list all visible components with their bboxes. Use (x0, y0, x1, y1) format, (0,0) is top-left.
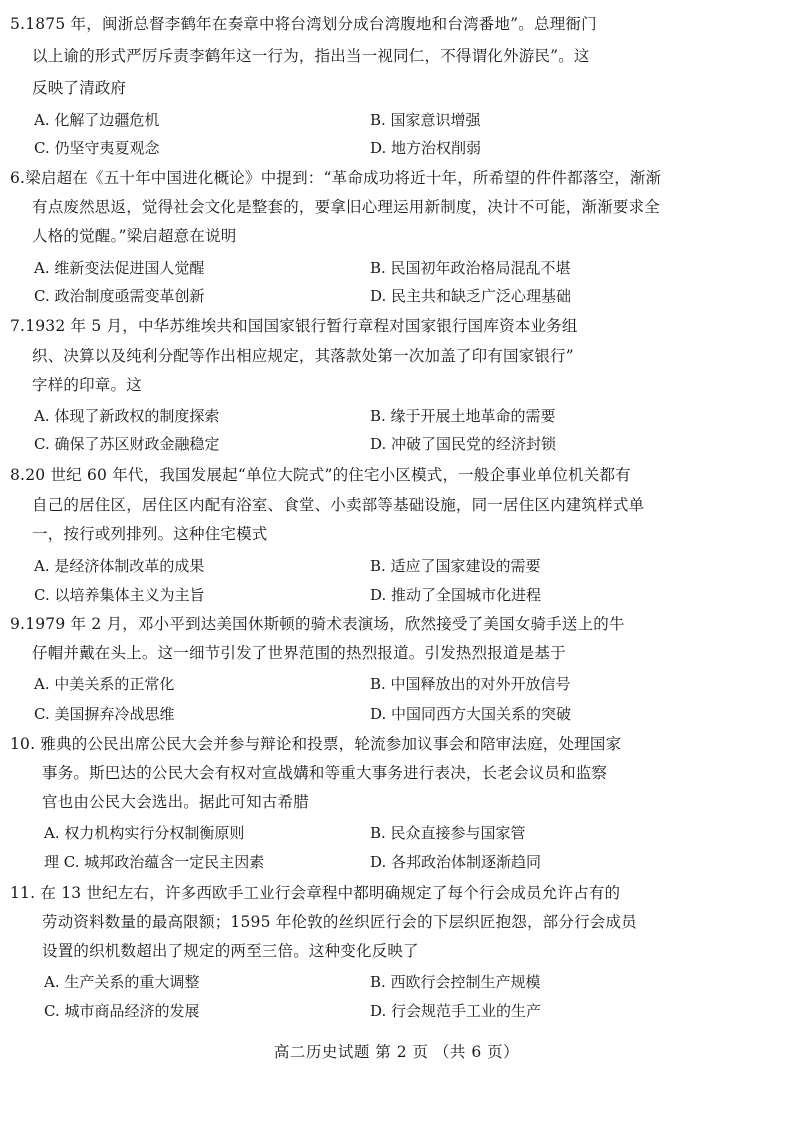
question-text-line: 劳动资料数量的最高限额；1595 年伦敦的丝织匠行会的下层织匠抱怨，部分行会成员 (42, 913, 637, 931)
question-text-line: 以上谕的形式严厉斥责李鹤年这一行为，指出当一视同仁，不得谓化外游民”。这 (32, 47, 590, 65)
question-text-line: 9.1979 年 2 月，邓小平到达美国休斯顿的骑术表演场，欣然接受了美国女骑手送上的牛 (10, 615, 625, 633)
option-a[interactable]: A. 是经济体制改革的成果 (34, 557, 205, 575)
option-b[interactable]: B. 民众直接参与国家管 (370, 824, 526, 842)
question-text-line: 织、决算以及纯利分配等作出相应规定，其落款处第一次加盖了印有国家银行” (32, 347, 574, 365)
question-text-line: 有点废然思返，觉得社会文化是整套的，要拿旧心理运用新制度，决计不可能，渐渐要求全 (32, 198, 661, 216)
question-text-line: 8.20 世纪 60 年代，我国发展起“单位大院式”的住宅小区模式，一般企事业单位机关都有 (10, 466, 631, 484)
question-text-line: 官也由公民大会选出。据此可知古希腊 (42, 793, 309, 811)
question-text-line: 设置的织机数超出了规定的两至三倍。这种变化反映了 (42, 942, 419, 960)
question-text-line: 6.梁启超在《五十年中国进化概论》中提到：“革命成功将近十年，所希望的件件都落空，渐渐 (10, 169, 662, 187)
option-c[interactable]: C. 政治制度亟需变革创新 (34, 287, 205, 305)
question-text-line: 11. 在 13 世纪左右，许多西欧手工业行会章程中都明确规定了每个行会成员允许占有的 (10, 884, 621, 902)
option-b[interactable]: B. 民国初年政治格局混乱不堪 (370, 259, 571, 277)
option-d[interactable]: D. 行会规范手工业的生产 (370, 1002, 542, 1020)
option-d[interactable]: D. 推动了全国城市化进程 (370, 586, 542, 604)
question-text-line: 字样的印章。这 (32, 376, 142, 394)
question-text-line: 5.1875 年，闽浙总督李鹤年在奏章中将台湾划分成台湾腹地和台湾番地”。总理衙门 (10, 15, 597, 33)
question-text-line: 7.1932 年 5 月，中华苏维埃共和国国家银行暂行章程对国家银行国库资本业务组 (10, 317, 578, 335)
option-b[interactable]: B. 国家意识增强 (370, 111, 481, 129)
question-text-line: 反映了清政府 (32, 79, 127, 97)
question-text-line: 自己的居住区，居住区内配有浴室、食堂、小卖部等基础设施，同一居住区内建筑样式单 (32, 496, 645, 514)
option-d[interactable]: D. 中国同西方大国关系的突破 (370, 705, 572, 723)
option-b[interactable]: B. 缘于开展土地革命的需要 (370, 407, 556, 425)
question-text-line: 仔帽并戴在头上。这一细节引发了世界范围的热烈报道。引发热烈报道是基于 (32, 644, 566, 662)
question-text-line: 一，按行或列排列。这种住宅模式 (32, 525, 268, 543)
question-text-line: 事务。斯巴达的公民大会有权对宣战媾和等重大事务进行表决，长老会议员和监察 (42, 764, 608, 782)
option-a[interactable]: A. 化解了边疆危机 (34, 111, 160, 129)
option-c[interactable]: C. 仍坚守夷夏观念 (34, 139, 160, 157)
option-b[interactable]: B. 中国释放出的对外开放信号 (370, 675, 571, 693)
question-text-line: 人格的觉醒。”梁启超意在说明 (32, 227, 237, 245)
option-c[interactable]: C. 美国摒弃冷战思维 (34, 705, 175, 723)
option-b[interactable]: B. 西欧行会控制生产规模 (370, 973, 541, 991)
option-a[interactable]: A. 维新变法促进国人觉醒 (34, 259, 205, 277)
option-c[interactable]: 理 C. 城邦政治蕴含一定民主因素 (44, 853, 265, 871)
question-text-line: 10. 雅典的公民出席公民大会并参与辩论和投票，轮流参加议事会和陪审法庭，处理国家 (10, 735, 622, 753)
option-c[interactable]: C. 以培养集体主义为主旨 (34, 586, 205, 604)
option-c[interactable]: C. 城市商品经济的发展 (44, 1002, 200, 1020)
option-d[interactable]: D. 民主共和缺乏广泛心理基础 (370, 287, 572, 305)
option-a[interactable]: A. 中美关系的正常化 (34, 675, 175, 693)
option-d[interactable]: D. 冲破了国民党的经济封锁 (370, 435, 557, 453)
option-c[interactable]: C. 确保了苏区财政金融稳定 (34, 435, 220, 453)
option-b[interactable]: B. 适应了国家建设的需要 (370, 557, 541, 575)
option-a[interactable]: A. 生产关系的重大调整 (44, 973, 200, 991)
option-a[interactable]: A. 体现了新政权的制度探索 (34, 407, 220, 425)
option-d[interactable]: D. 地方治权削弱 (370, 139, 482, 157)
option-d[interactable]: D. 各邦政治体制逐渐趋同 (370, 853, 542, 871)
option-a[interactable]: A. 权力机构实行分权制衡原则 (44, 824, 245, 842)
page-footer: 高二历史试题 第 2 页 （共 6 页） (273, 1043, 520, 1061)
